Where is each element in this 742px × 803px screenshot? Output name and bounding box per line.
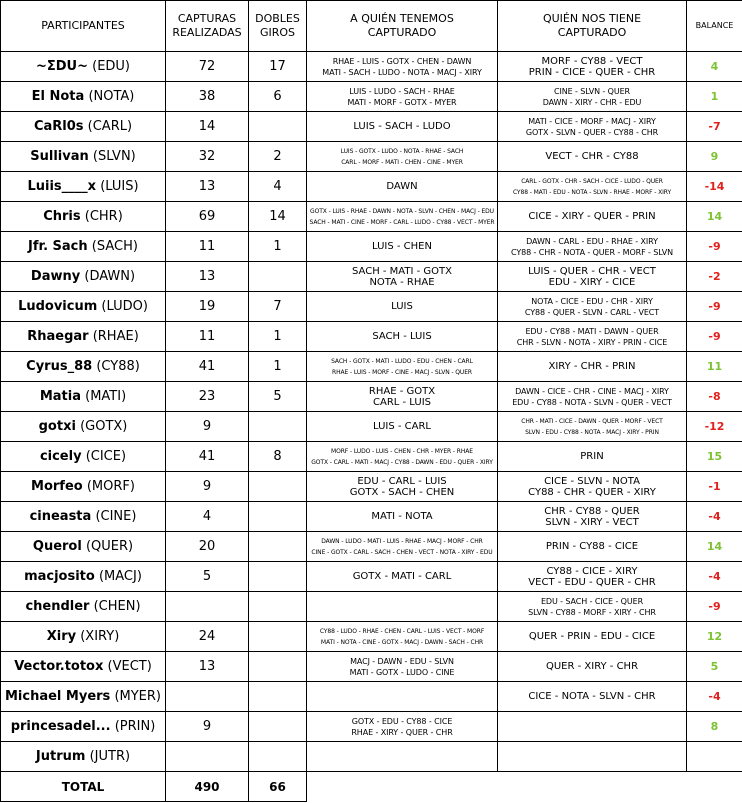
captured-by-list-line: CY88 - MATI - EDU - NOTA - SLVN - RHAE - MORF - XIRY — [512, 188, 672, 196]
table-row — [1, 52, 742, 82]
participant-code: (CICE) — [85, 449, 127, 464]
we-have-captured-cell — [307, 82, 498, 112]
doubles-cell: 6 — [249, 82, 307, 112]
we-have-captured-cell — [307, 52, 498, 82]
captured-by-list-line: CY88 - CHR - NOTA - QUER - MORF - SLVN — [511, 247, 673, 257]
balance-cell: 9 — [687, 142, 742, 172]
captures-cell: 13 — [166, 652, 249, 682]
participant-code: (CHR) — [84, 209, 123, 224]
participant-cell — [1, 472, 166, 502]
captures-cell: 14 — [166, 112, 249, 142]
participant-cell — [1, 502, 166, 532]
participant-cell — [1, 622, 166, 652]
participant-name: Rhaegar — [27, 329, 89, 344]
participant-cell — [1, 532, 166, 562]
has-us-captured-cell — [498, 472, 687, 502]
captures-cell: 4 — [166, 502, 249, 532]
has-us-captured-cell — [498, 232, 687, 262]
captures-cell: 38 — [166, 82, 249, 112]
captured-by-list-line: CARL - GOTX - CHR - SACH - CICE - LUDO - QUER — [521, 177, 663, 185]
we-have-captured-cell — [307, 112, 498, 142]
we-have-captured-cell — [307, 232, 498, 262]
captured-by-list-line: VECT - CHR - CY88 — [545, 151, 639, 162]
we-have-captured-cell — [307, 202, 498, 232]
we-have-captured-cell — [307, 352, 498, 382]
participant-name: Dawny — [30, 269, 81, 284]
participant-code: (GOTX) — [80, 419, 128, 434]
total-doubles: 66 — [249, 772, 307, 802]
has-us-captured-cell — [498, 172, 687, 202]
table-row — [1, 472, 742, 502]
captures-cell: 9 — [166, 472, 249, 502]
table-row — [1, 262, 742, 292]
captured-list-line: LUIS - CHEN — [372, 241, 432, 252]
captured-list-line: SACH - GOTX - MATI - LUDO - EDU - CHEN - CARL — [331, 357, 473, 365]
captured-list-line: MATI - MORF - GOTX - MYER — [347, 97, 457, 107]
participant-code: (DAWN) — [84, 269, 136, 284]
doubles-cell — [249, 592, 307, 622]
participant-code: (NOTA) — [88, 89, 135, 104]
participant-name: El Nota — [31, 89, 85, 104]
participant-cell — [1, 412, 166, 442]
participant-name: gotxi — [38, 419, 76, 434]
doubles-cell: 1 — [249, 352, 307, 382]
captured-list-line: CINE - GOTX - CARL - SACH - CHEN - VECT - NOTA - XIRY - EDU — [311, 548, 493, 556]
captured-list-line: MATI - NOTA — [371, 511, 433, 522]
captured-list-line: RHAE - LUIS - MORF - CINE - MACJ - SLVN - QUER — [332, 368, 472, 376]
has-us-captured-cell — [498, 502, 687, 532]
doubles-cell — [249, 652, 307, 682]
participant-code: (CY88) — [96, 359, 140, 374]
balance-cell: -12 — [687, 412, 742, 442]
captured-by-list-line: VECT - EDU - QUER - CHR — [528, 576, 656, 588]
participant-cell — [1, 592, 166, 622]
balance-cell: 1 — [687, 82, 742, 112]
participant-code: (MACJ) — [98, 569, 142, 584]
participant-cell — [1, 382, 166, 412]
participant-name: princesadel... — [10, 719, 111, 734]
captured-list-line: SACH - MATI - CINE - MORF - CARL - LUDO - CY88 - VECT - MYER — [309, 218, 495, 226]
balance-cell: -9 — [687, 592, 742, 622]
captures-cell: 19 — [166, 292, 249, 322]
participant-code: (CHEN) — [93, 599, 141, 614]
captured-by-list-line: LUIS - QUER - CHR - VECT — [528, 265, 656, 277]
table-row — [1, 592, 742, 622]
participant-name: Vector.totox — [14, 659, 104, 674]
table-row — [1, 142, 742, 172]
doubles-cell — [249, 112, 307, 142]
participant-name: Matia — [39, 389, 81, 404]
captured-list-line: GOTX - MATI - CARL — [352, 571, 452, 582]
header-has-us-captured: QUIÉN NOS TIENE CAPTURADO — [498, 1, 687, 52]
participant-name: Jutrum — [35, 749, 86, 764]
captured-list-line: MORF - LUDO - LUIS - CHEN - CHR - MYER - RHAE — [331, 447, 473, 455]
participant-name: Jfr. Sach — [28, 239, 88, 254]
table-row — [1, 82, 742, 112]
participant-name: CaRl0s — [33, 119, 84, 134]
captured-list-line: LUIS - CARL — [373, 421, 431, 432]
table-row — [1, 232, 742, 262]
participant-name: Michael Myers — [4, 689, 111, 704]
captured-list-line: MACJ - DAWN - EDU - SLVN — [350, 656, 454, 666]
balance-cell: -7 — [687, 112, 742, 142]
captured-list-line: CARL - LUIS — [373, 396, 431, 408]
we-have-captured-cell — [307, 682, 498, 712]
doubles-cell — [249, 622, 307, 652]
table-row — [1, 292, 742, 322]
captured-by-list-line: MORF - CY88 - VECT — [541, 55, 643, 67]
has-us-captured-cell — [498, 742, 687, 772]
we-have-captured-cell — [307, 142, 498, 172]
captured-by-list-line: CHR - MATI - CICE - DAWN - QUER - MORF - VECT — [521, 417, 663, 425]
has-us-captured-cell — [498, 682, 687, 712]
participant-name: Morfeo — [31, 479, 83, 494]
captured-by-list-line: EDU - CY88 - MATI - DAWN - QUER — [525, 326, 659, 336]
balance-cell: 14 — [687, 202, 742, 232]
participant-code: (EDU) — [92, 59, 131, 74]
balance-cell: -4 — [687, 682, 742, 712]
participant-name: ~ΣDU~ — [35, 59, 88, 74]
participant-cell — [1, 82, 166, 112]
balance-cell: -8 — [687, 382, 742, 412]
captures-cell: 5 — [166, 562, 249, 592]
captured-list-line: SACH - LUIS — [372, 331, 432, 342]
captures-cell: 32 — [166, 142, 249, 172]
we-have-captured-cell — [307, 292, 498, 322]
table-row — [1, 172, 742, 202]
has-us-captured-cell — [498, 52, 687, 82]
has-us-captured-cell — [498, 652, 687, 682]
balance-cell: 4 — [687, 52, 742, 82]
header-participants: PARTICIPANTES — [1, 1, 166, 52]
table-row — [1, 382, 742, 412]
participant-cell — [1, 442, 166, 472]
captured-by-list-line: SLVN - CY88 - MORF - XIRY - CHR — [528, 607, 656, 617]
doubles-cell — [249, 502, 307, 532]
captured-by-list-line: PRIN — [580, 451, 604, 462]
total-empty — [307, 772, 742, 802]
captured-by-list-line: QUER - XIRY - CHR — [545, 661, 639, 672]
participant-code: (SACH) — [91, 239, 138, 254]
captured-list-line: CARL - MORF - MATI - CHEN - CINE - MYER — [341, 158, 463, 166]
captures-cell: 11 — [166, 322, 249, 352]
captures-cell: 72 — [166, 52, 249, 82]
captures-cell: 9 — [166, 412, 249, 442]
table-row — [1, 682, 742, 712]
captures-cell: 41 — [166, 352, 249, 382]
total-row — [1, 772, 742, 802]
has-us-captured-cell — [498, 142, 687, 172]
participant-code: (QUER) — [85, 539, 134, 554]
captured-list-line: LUIS - SACH - LUDO — [353, 121, 451, 132]
participant-cell — [1, 562, 166, 592]
captured-by-list-line: GOTX - SLVN - QUER - CY88 - CHR — [525, 127, 659, 137]
table-row — [1, 322, 742, 352]
participant-code: (SLVN) — [92, 149, 136, 164]
participant-code: (VECT) — [107, 659, 152, 674]
doubles-cell — [249, 742, 307, 772]
has-us-captured-cell — [498, 712, 687, 742]
captured-by-list-line: DAWN - CICE - CHR - CINE - MACJ - XIRY — [515, 386, 669, 396]
doubles-cell: 1 — [249, 232, 307, 262]
balance-cell: -2 — [687, 262, 742, 292]
captured-by-list-line: CHR - CY88 - QUER — [544, 505, 640, 517]
table-row — [1, 532, 742, 562]
participant-code: (LUDO) — [101, 299, 148, 314]
we-have-captured-cell — [307, 742, 498, 772]
has-us-captured-cell — [498, 202, 687, 232]
captured-by-list-line: EDU - XIRY - CICE — [548, 276, 636, 288]
participant-code: (MORF) — [86, 479, 135, 494]
has-us-captured-cell — [498, 112, 687, 142]
has-us-captured-cell — [498, 82, 687, 112]
doubles-cell — [249, 682, 307, 712]
participant-cell — [1, 652, 166, 682]
balance-cell: -9 — [687, 292, 742, 322]
doubles-cell: 17 — [249, 52, 307, 82]
table-row — [1, 742, 742, 772]
has-us-captured-cell — [498, 352, 687, 382]
captured-by-list-line: CICE - SLVN - NOTA — [544, 475, 640, 487]
participant-name: chendler — [25, 599, 90, 614]
balance-cell — [687, 742, 742, 772]
captures-cell: 13 — [166, 262, 249, 292]
balance-cell: 11 — [687, 352, 742, 382]
balance-cell: 14 — [687, 532, 742, 562]
has-us-captured-cell — [498, 622, 687, 652]
captured-by-list-line: CICE - NOTA - SLVN - CHR — [528, 691, 656, 702]
has-us-captured-cell — [498, 562, 687, 592]
we-have-captured-cell — [307, 532, 498, 562]
participant-name: Cyrus_88 — [26, 359, 93, 374]
captured-by-list-line: EDU - CY88 - NOTA - SLVN - QUER - VECT — [512, 397, 672, 407]
has-us-captured-cell — [498, 292, 687, 322]
captured-by-list-line: CHR - SLVN - NOTA - XIRY - PRIN - CICE — [516, 337, 668, 347]
captured-list-line: CY88 - LUDO - RHAE - CHEN - CARL - LUIS - VECT - MORF — [319, 627, 485, 635]
captured-by-list-line: EDU - SACH - CICE - QUER — [540, 596, 644, 606]
table-row — [1, 112, 742, 142]
balance-cell: 15 — [687, 442, 742, 472]
captured-list-line: GOTX - CARL - MATI - MACJ - CY88 - DAWN - EDU - QUER - XIRY — [311, 458, 493, 466]
balance-cell: -4 — [687, 562, 742, 592]
balance-cell: 8 — [687, 712, 742, 742]
table-row — [1, 352, 742, 382]
captured-list-line: MATI - NOTA - CINE - GOTX - MACJ - DAWN - SACH - CHR — [320, 638, 484, 646]
table-row — [1, 712, 742, 742]
has-us-captured-cell — [498, 442, 687, 472]
header-balance: BALANCE — [687, 1, 742, 52]
captured-by-list-line: CINE - SLVN - QUER — [553, 86, 630, 96]
participant-code: (CINE) — [95, 509, 137, 524]
participant-cell — [1, 172, 166, 202]
captured-by-list-line: PRIN - CY88 - CICE — [545, 541, 639, 552]
participant-name: cicely — [39, 449, 82, 464]
has-us-captured-cell — [498, 262, 687, 292]
captured-list-line: EDU - CARL - LUIS — [357, 475, 447, 487]
captured-list-line: RHAE - GOTX — [368, 385, 436, 397]
doubles-cell — [249, 712, 307, 742]
table-row — [1, 412, 742, 442]
has-us-captured-cell — [498, 322, 687, 352]
captures-cell: 11 — [166, 232, 249, 262]
participant-name: Ludovicum — [18, 299, 98, 314]
captures-cell — [166, 682, 249, 712]
participant-cell — [1, 52, 166, 82]
captured-by-list-line: CY88 - CICE - XIRY — [546, 565, 638, 577]
captured-list-line: MATI - SACH - LUDO - NOTA - MACJ - XIRY — [322, 67, 482, 77]
header-captures: CAPTURAS REALIZADAS — [166, 1, 249, 52]
participant-code: (JUTR) — [89, 749, 131, 764]
table-row — [1, 562, 742, 592]
total-captures: 490 — [166, 772, 249, 802]
doubles-cell: 7 — [249, 292, 307, 322]
captured-by-list-line: CICE - XIRY - QUER - PRIN — [528, 211, 656, 222]
table-row — [1, 202, 742, 232]
header-row — [1, 1, 742, 52]
we-have-captured-cell — [307, 472, 498, 502]
participant-name: Querol — [32, 539, 82, 554]
balance-cell: 12 — [687, 622, 742, 652]
doubles-cell: 4 — [249, 172, 307, 202]
we-have-captured-cell — [307, 622, 498, 652]
captured-by-list-line: QUER - PRIN - EDU - CICE — [528, 631, 656, 642]
we-have-captured-cell — [307, 562, 498, 592]
captured-by-list-line: PRIN - CICE - QUER - CHR — [528, 66, 656, 78]
captured-list-line: RHAE - LUIS - GOTX - CHEN - DAWN — [332, 56, 472, 66]
captured-list-line: DAWN - LUDO - MATI - LUIS - RHAE - MACJ - MORF - CHR — [321, 537, 483, 545]
we-have-captured-cell — [307, 322, 498, 352]
participant-cell — [1, 202, 166, 232]
table-row — [1, 652, 742, 682]
balance-cell: -9 — [687, 232, 742, 262]
captured-by-list-line: SLVN - XIRY - VECT — [545, 516, 639, 528]
participant-code: (MYER) — [114, 689, 161, 704]
participant-name: Xiry — [46, 629, 77, 644]
doubles-cell — [249, 562, 307, 592]
captured-list-line: LUIS - GOTX - LUDO - NOTA - RHAE - SACH — [340, 147, 464, 155]
has-us-captured-cell — [498, 532, 687, 562]
participant-cell — [1, 292, 166, 322]
captured-list-line: GOTX - EDU - CY88 - CICE — [351, 716, 453, 726]
balance-cell: -4 — [687, 502, 742, 532]
we-have-captured-cell — [307, 262, 498, 292]
captured-by-list-line: SLVN - EDU - CY88 - NOTA - MACJ - XIRY - PRIN — [525, 428, 659, 436]
we-have-captured-cell — [307, 172, 498, 202]
we-have-captured-cell — [307, 412, 498, 442]
captures-cell: 69 — [166, 202, 249, 232]
we-have-captured-cell — [307, 712, 498, 742]
doubles-cell — [249, 472, 307, 502]
participant-cell — [1, 232, 166, 262]
table-row — [1, 622, 742, 652]
balance-cell: -9 — [687, 322, 742, 352]
participant-cell — [1, 682, 166, 712]
captures-cell: 13 — [166, 172, 249, 202]
has-us-captured-cell — [498, 412, 687, 442]
header-we-have-captured: A QUIÉN TENEMOS CAPTURADO — [307, 1, 498, 52]
participant-name: macjosito — [24, 569, 95, 584]
doubles-cell: 5 — [249, 382, 307, 412]
captures-cell: 24 — [166, 622, 249, 652]
doubles-cell: 14 — [249, 202, 307, 232]
balance-cell: 5 — [687, 652, 742, 682]
captured-by-list-line: MATI - CICE - MORF - MACJ - XIRY — [528, 116, 656, 126]
captured-by-list-line: DAWN - CARL - EDU - RHAE - XIRY — [526, 236, 658, 246]
captured-list-line: LUIS - LUDO - SACH - RHAE — [349, 86, 455, 96]
we-have-captured-cell — [307, 442, 498, 472]
doubles-cell: 2 — [249, 142, 307, 172]
captured-list-line: DAWN — [386, 181, 418, 192]
captures-cell: 23 — [166, 382, 249, 412]
balance-cell: -1 — [687, 472, 742, 502]
doubles-cell — [249, 532, 307, 562]
participant-name: Luiis____x — [27, 179, 97, 194]
captured-list-line: LUIS — [391, 301, 413, 312]
participant-code: (XIRY) — [80, 629, 120, 644]
participant-cell — [1, 712, 166, 742]
participant-cell — [1, 742, 166, 772]
participant-code: (RHAE) — [92, 329, 139, 344]
participant-code: (PRIN) — [114, 719, 156, 734]
has-us-captured-cell — [498, 382, 687, 412]
we-have-captured-cell — [307, 382, 498, 412]
doubles-cell — [249, 412, 307, 442]
captured-list-line: GOTX - SACH - CHEN — [349, 486, 455, 498]
participant-cell — [1, 142, 166, 172]
header-doubles: DOBLES GIROS — [249, 1, 307, 52]
captured-by-list-line: DAWN - XIRY - CHR - EDU — [542, 97, 642, 107]
participant-cell — [1, 322, 166, 352]
participant-name: Chris — [43, 209, 81, 224]
captures-cell — [166, 592, 249, 622]
captures-cell: 20 — [166, 532, 249, 562]
captures-cell — [166, 742, 249, 772]
we-have-captured-cell — [307, 652, 498, 682]
we-have-captured-cell — [307, 592, 498, 622]
participant-cell — [1, 112, 166, 142]
participant-code: (LUIS) — [100, 179, 139, 194]
captures-cell: 41 — [166, 442, 249, 472]
captured-list-line: SACH - MATI - GOTX — [352, 265, 452, 277]
doubles-cell — [249, 262, 307, 292]
participant-code: (CARL) — [87, 119, 133, 134]
participant-cell — [1, 262, 166, 292]
doubles-cell: 8 — [249, 442, 307, 472]
total-label: TOTAL — [1, 772, 166, 802]
table-row — [1, 442, 742, 472]
participant-name: cineasta — [29, 509, 92, 524]
we-have-captured-cell — [307, 502, 498, 532]
captured-list-line: RHAE - XIRY - QUER - CHR — [351, 727, 453, 737]
participant-cell — [1, 352, 166, 382]
captured-by-list-line: CY88 - CHR - QUER - XIRY — [528, 486, 656, 498]
balance-cell: -14 — [687, 172, 742, 202]
doubles-cell: 1 — [249, 322, 307, 352]
table-row — [1, 502, 742, 532]
participant-name: Sullivan — [30, 149, 89, 164]
participant-code: (MATI) — [85, 389, 127, 404]
captured-by-list-line: NOTA - CICE - EDU - CHR - XIRY — [531, 296, 653, 306]
has-us-captured-cell — [498, 592, 687, 622]
captured-by-list-line: XIRY - CHR - PRIN — [548, 361, 636, 372]
captures-cell: 9 — [166, 712, 249, 742]
captured-by-list-line: CY88 - QUER - SLVN - CARL - VECT — [524, 307, 660, 317]
captured-list-line: GOTX - LUIS - RHAE - DAWN - NOTA - SLVN - CHEN - MACJ - EDU — [310, 207, 494, 215]
captured-list-line: NOTA - RHAE — [369, 276, 435, 288]
captured-list-line: MATI - GOTX - LUDO - CINE — [349, 667, 455, 677]
